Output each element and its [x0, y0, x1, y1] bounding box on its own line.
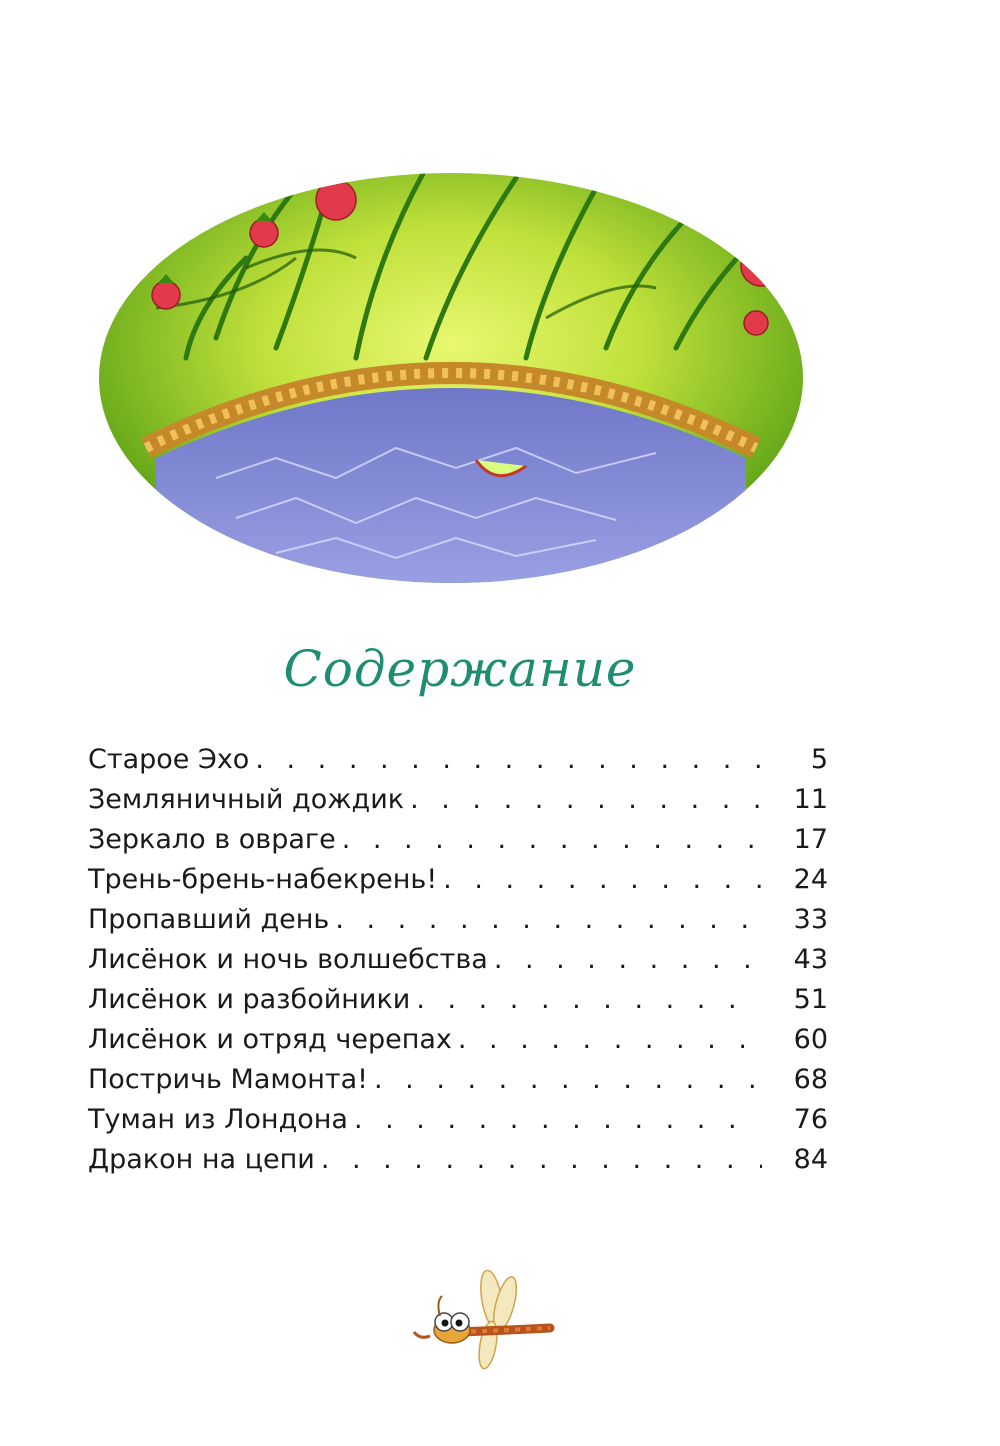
- toc-entry[interactable]: [88, 784, 828, 824]
- toc-entry-title: Дракон на цепи: [88, 1144, 315, 1175]
- toc-entry[interactable]: [88, 824, 828, 864]
- toc-entry[interactable]: [88, 944, 828, 984]
- toc-leader-dots: [410, 784, 762, 815]
- toc-entry[interactable]: [88, 984, 828, 1024]
- toc-entry-page: 24: [793, 864, 828, 895]
- toc-entry-title: Земляничный дождик: [88, 784, 405, 815]
- toc-leader-dots: [443, 864, 762, 895]
- dragonfly-svg: [400, 1270, 560, 1380]
- pond-with-strawberries-illustration: [96, 148, 806, 583]
- toc-entry-page: 84: [793, 1144, 828, 1175]
- toc-entry-title: Зеркало в овраге: [88, 824, 336, 855]
- toc-entry-title: Лисёнок и разбойники: [88, 984, 411, 1015]
- toc-leader-dots: [374, 1064, 762, 1095]
- toc-entry-title: Лисёнок и отряд черепах: [88, 1024, 452, 1055]
- toc-leader-dots: [458, 1024, 762, 1055]
- toc-entry-title: Старое Эхо: [88, 744, 250, 775]
- pond-illustration-svg: [96, 148, 806, 583]
- toc-entry-page: 5: [810, 744, 828, 775]
- toc-leader-dots: [335, 904, 762, 935]
- toc-entry[interactable]: [88, 1064, 828, 1104]
- toc-entry[interactable]: [88, 744, 828, 784]
- toc-entry-page: 60: [793, 1024, 828, 1055]
- toc-leader-dots: [342, 824, 762, 855]
- toc-entry[interactable]: [88, 1104, 828, 1144]
- toc-entry-title: Пропавший день: [88, 904, 330, 935]
- toc-entry-page: 33: [793, 904, 828, 935]
- toc-entry-title: Туман из Лондона: [88, 1104, 348, 1135]
- toc-entry[interactable]: [88, 1144, 828, 1184]
- toc-entry[interactable]: [88, 864, 828, 904]
- toc-entry-page: 68: [793, 1064, 828, 1095]
- toc-entry-title: Лисёнок и ночь волшебства: [88, 944, 488, 975]
- toc-leader-dots: [354, 1104, 762, 1135]
- toc-entry-page: 51: [793, 984, 828, 1015]
- toc-entry-page: 11: [793, 784, 828, 815]
- toc-entry-title: Трень-брень-набекрень!: [88, 864, 438, 895]
- toc-leader-dots: [321, 1144, 762, 1175]
- page-title: Содержание: [283, 640, 637, 698]
- toc-entry-title: Постричь Мамонта!: [88, 1064, 369, 1095]
- toc-entry-page: 17: [793, 824, 828, 855]
- toc-entry[interactable]: [88, 1024, 828, 1064]
- toc-leader-dots: [494, 944, 762, 975]
- toc-entry-page: 76: [793, 1104, 828, 1135]
- toc-entry-page: 43: [793, 944, 828, 975]
- dragonfly-illustration: [400, 1270, 560, 1380]
- toc-leader-dots: [416, 984, 762, 1015]
- toc-leader-dots: [255, 744, 762, 775]
- table-of-contents: [88, 744, 828, 1184]
- toc-entry[interactable]: [88, 904, 828, 944]
